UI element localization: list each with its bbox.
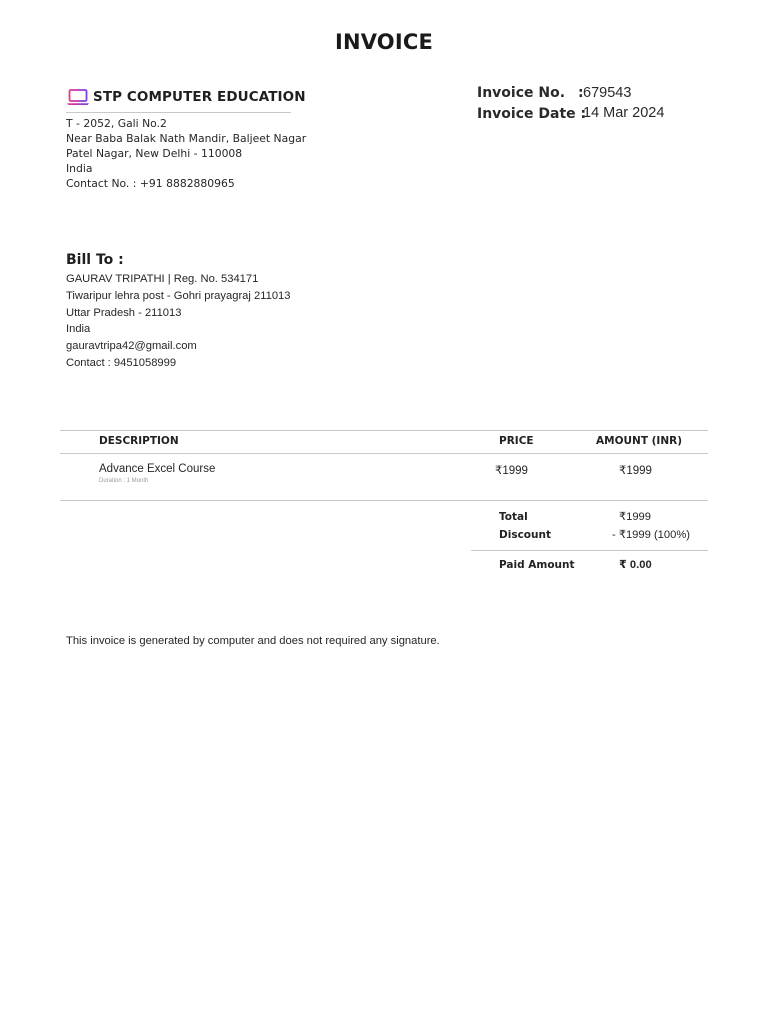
item-duration: Duration : 1 Month	[99, 478, 149, 484]
bill-to-email: gauravtripa42@gmail.com	[66, 340, 197, 353]
company-header	[66, 88, 306, 106]
total-label: Total	[499, 511, 528, 523]
discount-value: - ₹1999 (100%)	[612, 529, 691, 541]
header-description: DESCRIPTION	[99, 435, 179, 447]
table-header-rule	[60, 453, 708, 454]
header-price: PRICE	[499, 435, 534, 447]
company-divider	[66, 112, 291, 113]
company-address-line: India	[66, 162, 93, 175]
invoice-number-label: Invoice No. :	[477, 85, 584, 101]
bill-to-address-line: Tiwaripur lehra post - Gohri prayagraj 211013	[66, 289, 291, 302]
company-address-line: Patel Nagar, New Delhi - 110008	[66, 147, 243, 160]
paid-amount-value: ₹ 0.00	[619, 559, 652, 571]
discount-label: Discount	[499, 529, 551, 541]
total-value: ₹1999	[619, 511, 652, 523]
bill-to-contact: Contact : 9451058999	[66, 356, 177, 369]
bill-to-address-line: Uttar Pradesh - 211013	[66, 306, 182, 319]
paid-amount-label: Paid Amount	[499, 559, 575, 571]
item-price: ₹1999	[495, 465, 528, 477]
header-amount: AMOUNT (INR)	[596, 435, 683, 447]
bill-to-country: India	[66, 323, 91, 336]
company-contact: Contact No. : +91 8882880965	[66, 177, 235, 190]
invoice-number-value: 679543	[583, 85, 632, 101]
footer-note: This invoice is generated by computer and does not required any signature.	[66, 635, 440, 647]
item-description: Advance Excel Course	[99, 463, 216, 475]
bill-to-heading: Bill To :	[66, 252, 124, 268]
company-address-line: T - 2052, Gali No.2	[66, 117, 167, 130]
bill-to-name: GAURAV TRIPATHI | Reg. No. 534171	[66, 273, 259, 285]
summary-rule	[471, 550, 708, 551]
company-address	[66, 116, 306, 191]
invoice-date-value: 14 Mar 2024	[583, 105, 665, 121]
company-address-line: Near Baba Balak Nath Mandir, Baljeet Nagar	[66, 132, 307, 145]
company-name: STP COMPUTER EDUCATION	[93, 89, 306, 105]
table-bottom-rule	[60, 500, 708, 501]
table-top-rule	[60, 430, 708, 431]
item-amount: ₹1999	[619, 465, 652, 477]
laptop-icon	[66, 88, 90, 106]
bill-to-details	[66, 271, 290, 372]
invoice-title: INVOICE	[334, 30, 434, 54]
invoice-date-label: Invoice Date :	[477, 106, 587, 122]
